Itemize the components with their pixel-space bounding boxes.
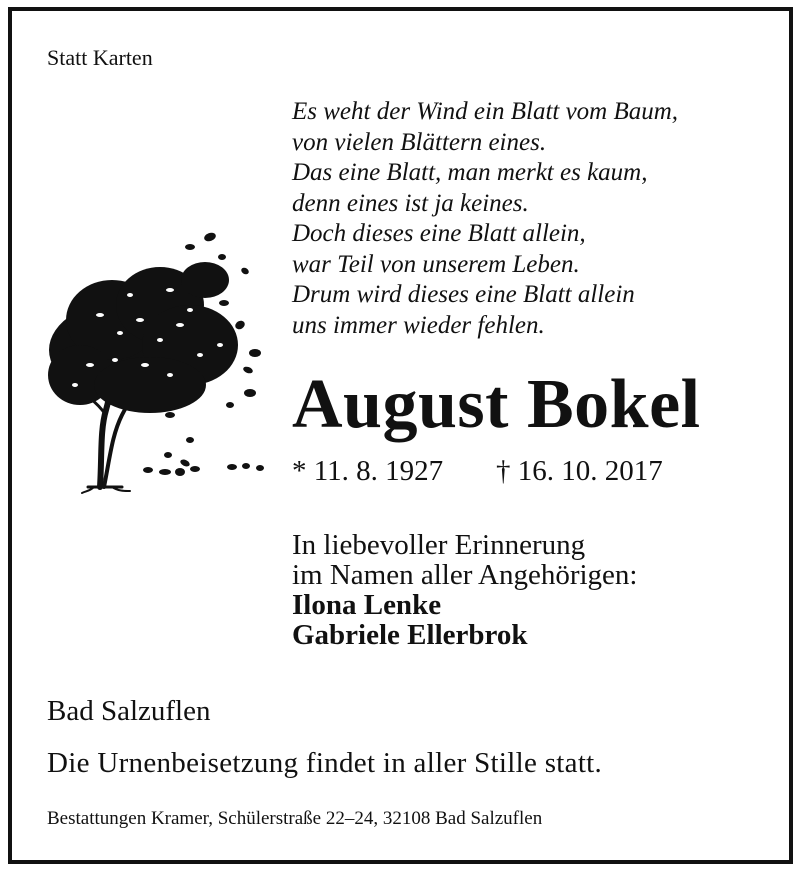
mourner-name: Ilona Lenke <box>292 589 442 621</box>
poem-line: denn eines ist ja keines. <box>292 189 529 217</box>
poem <box>292 97 678 341</box>
poem-line: war Teil von unserem Leben. <box>292 250 580 278</box>
memory-block <box>292 530 637 650</box>
windblown-tree-icon <box>40 225 270 495</box>
poem-line: Drum wird dieses eine Blatt allein <box>292 281 635 308</box>
birth-date: * 11. 8. 1927 <box>292 455 444 487</box>
funeral-home: Bestattungen Kramer, Schülerstraße 22–24, 32108 Bad Salzuflen <box>47 808 543 829</box>
death-date: † 16. 10. 2017 <box>496 455 663 487</box>
poem-line: uns immer wieder fehlen. <box>292 311 545 339</box>
header-note: Statt Karten <box>47 45 153 70</box>
poem-line: Es weht der Wind ein Blatt vom Baum, <box>292 98 679 125</box>
memory-line: In liebevoller Erinnerung <box>292 529 586 561</box>
poem-line: von vielen Blättern eines. <box>292 128 547 156</box>
poem-line: Das eine Blatt, man merkt es kaum, <box>292 159 648 186</box>
memory-line: im Namen aller Angehörigen: <box>292 559 638 591</box>
poem-line: Doch dieses eine Blatt allein, <box>292 220 586 247</box>
mourner-name: Gabriele Ellerbrok <box>292 619 528 651</box>
burial-note: Die Urnenbeisetzung findet in aller Stille statt. <box>47 747 603 779</box>
place: Bad Salzuflen <box>47 695 211 727</box>
deceased-name: August Bokel <box>292 366 701 443</box>
